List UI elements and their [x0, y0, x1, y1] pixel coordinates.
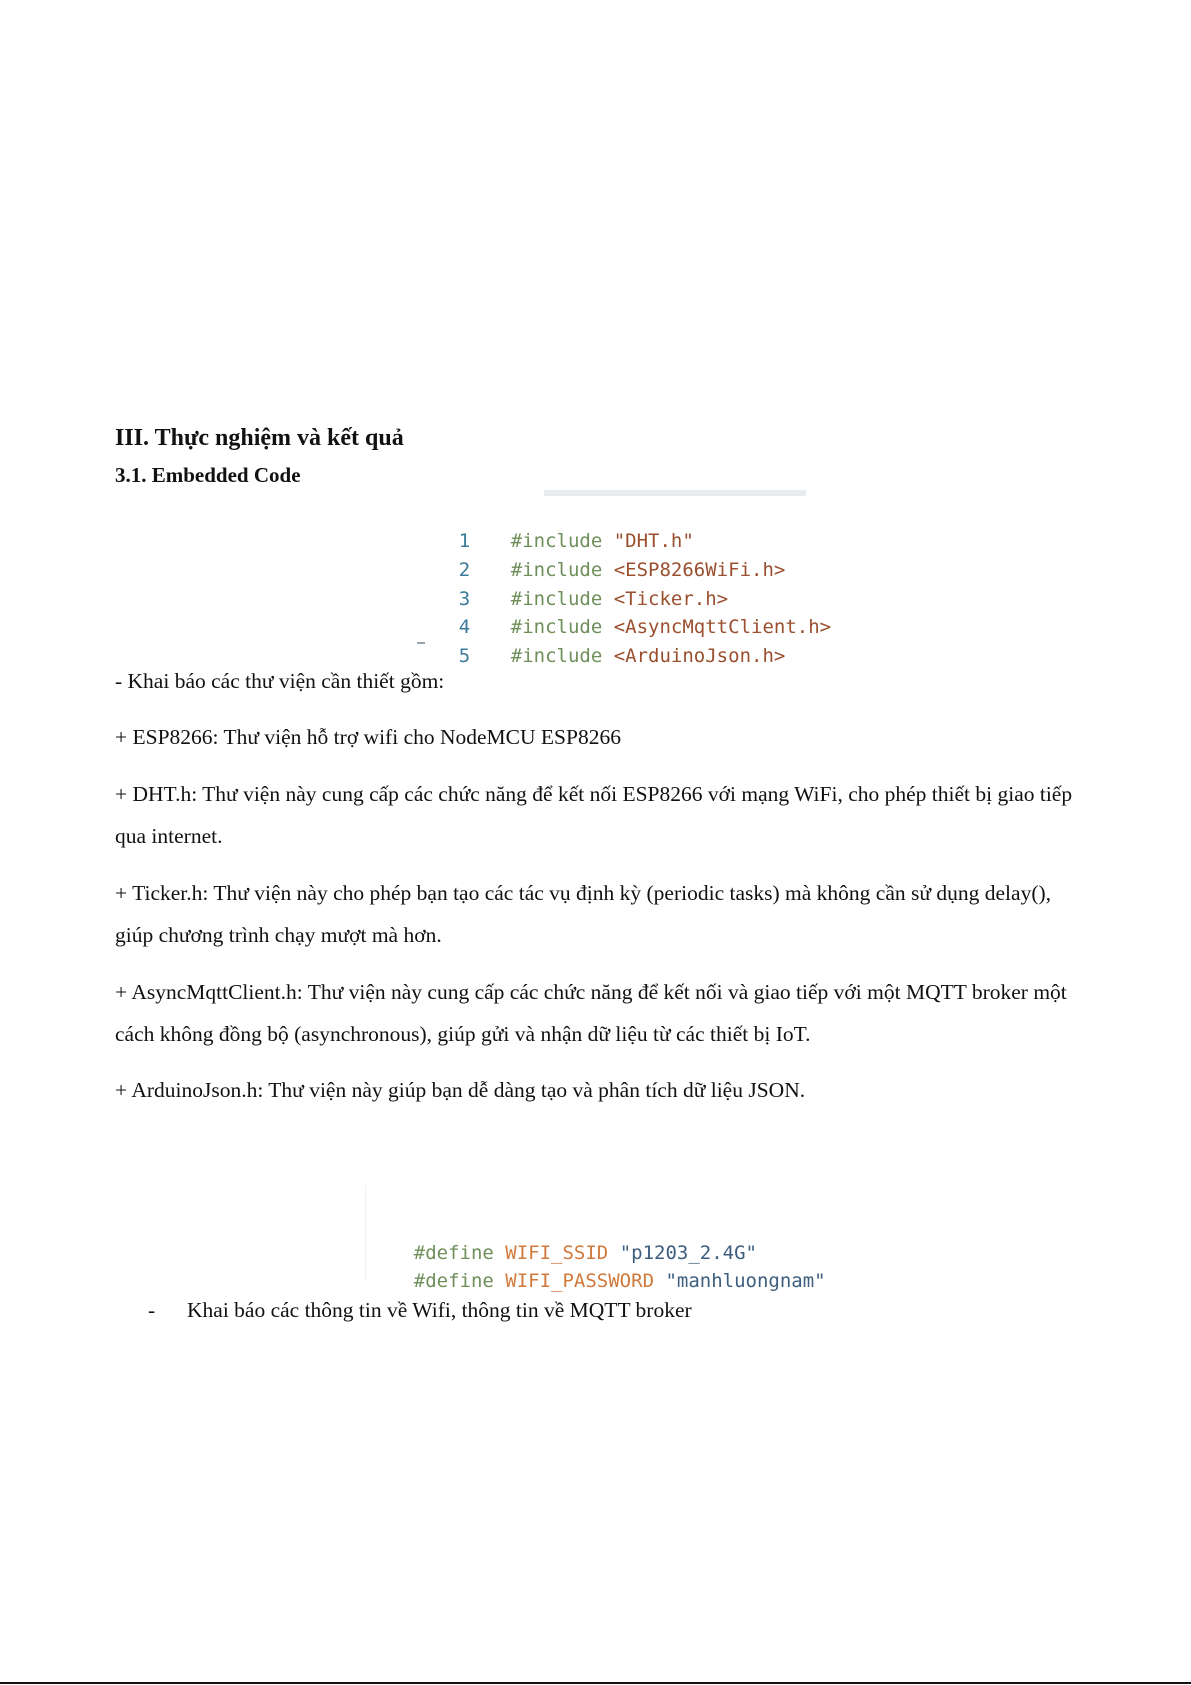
- line-number: 3: [458, 588, 471, 610]
- include-keyword: #include: [510, 616, 603, 638]
- section-title: III. Thực nghiệm và kết quả: [115, 425, 404, 451]
- subsection-title: 3.1. Embedded Code: [115, 463, 301, 487]
- include-keyword: #include: [510, 559, 603, 581]
- cropped-line-marker: [417, 642, 425, 644]
- line-number: 1: [458, 530, 471, 552]
- paragraph-arduinojson: + ArduinoJson.h: Thư viện này giúp bạn dễ dàng tạo và phân tích dữ liệu JSON.: [115, 1078, 806, 1102]
- define-line: [368, 1211, 757, 1264]
- include-path: "DHT.h": [613, 530, 694, 552]
- paragraph-esp8266: + ESP8266: Thư viện hỗ trợ wifi cho NodeMCU ESP8266: [115, 725, 621, 749]
- code-line: [398, 531, 786, 581]
- define-code-screenshot: [365, 1185, 826, 1292]
- include-path: <ArduinoJson.h>: [613, 645, 786, 667]
- bullet-text: Khai báo các thông tin về Wifi, thông tin về MQTT broker: [187, 1298, 692, 1322]
- code-line: [398, 502, 694, 552]
- define-line: [368, 1239, 826, 1292]
- paragraph-asyncmqttclient: + AsyncMqttClient.h: Thư viện này cung cấp các chức năng để kết nối và giao tiếp với một MQTT broker một cách không đồng bộ (asynchronous), giúp gửi và nhận dữ liệu từ các thiết bị IoT.: [115, 980, 1067, 1046]
- include-path: <AsyncMqttClient.h>: [613, 616, 832, 638]
- define-keyword: #define: [413, 1270, 494, 1292]
- code-screenshot-top-bar: [544, 490, 806, 496]
- paragraph-library-intro: - Khai báo các thư viện cần thiết gồm:: [115, 669, 445, 693]
- line-number: 4: [458, 616, 471, 638]
- include-keyword: #include: [510, 530, 603, 552]
- code-line: [398, 588, 832, 638]
- include-path: <Ticker.h>: [613, 588, 729, 610]
- include-code-screenshot: [398, 490, 832, 667]
- macro-value: "manhluongnam": [665, 1270, 826, 1292]
- page-bottom-rule: [0, 1682, 1191, 1684]
- paragraph-dht: + DHT.h: Thư viện này cung cấp các chức năng để kết nối ESP8266 với mạng WiFi, cho phép thiết bị giao tiếp qua internet.: [115, 782, 1073, 848]
- include-keyword: #include: [510, 588, 603, 610]
- macro-value: "p1203_2.4G": [619, 1242, 757, 1264]
- paragraph-ticker: + Ticker.h: Thư viện này cho phép bạn tạo các tác vụ định kỳ (periodic tasks) mà không cần sử dụng delay(), giúp chương trình chạy mượt mà hơn.: [115, 881, 1052, 947]
- code-line: [398, 560, 729, 610]
- wifi-mqtt-bullet: [148, 1298, 692, 1323]
- include-path: <ESP8266WiFi.h>: [613, 559, 786, 581]
- macro-name: WIFI_SSID: [505, 1242, 609, 1264]
- code-line: [398, 617, 786, 667]
- include-keyword: #include: [510, 645, 603, 667]
- bullet-dash: -: [148, 1298, 156, 1322]
- define-keyword: #define: [413, 1242, 494, 1264]
- macro-name: WIFI_PASSWORD: [505, 1270, 655, 1292]
- line-number: 2: [458, 559, 471, 581]
- line-number: 5: [458, 645, 471, 667]
